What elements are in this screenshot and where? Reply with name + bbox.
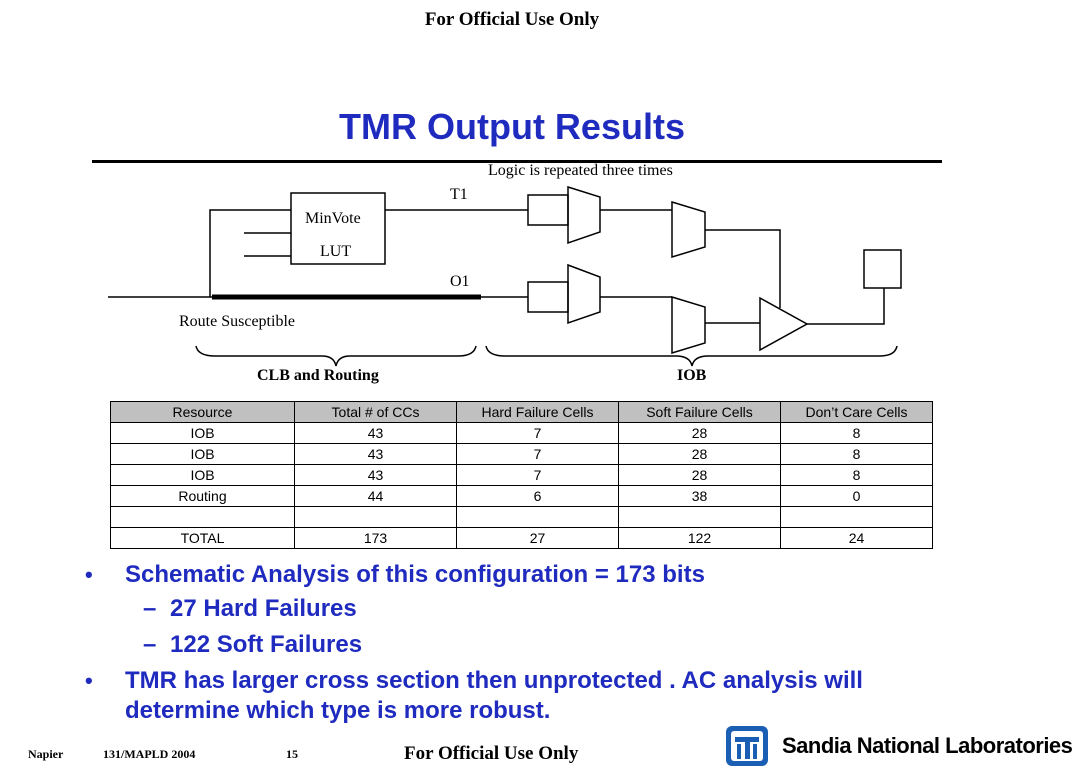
table-cell: 27 — [457, 528, 619, 549]
output-pad — [864, 250, 901, 288]
sub-bullet-text: 122 Soft Failures — [170, 631, 363, 658]
bullet-text: Schematic Analysis of this configuration = 173 bits — [125, 561, 705, 588]
o1-mux — [568, 265, 600, 323]
table-cell: 43 — [295, 423, 457, 444]
circuit-diagram — [0, 0, 1024, 400]
minvote-label: MinVote — [305, 210, 361, 227]
table-cell: 7 — [457, 465, 619, 486]
table-cell: TOTAL — [111, 528, 295, 549]
table-row — [111, 486, 933, 507]
table-cell: 38 — [619, 486, 781, 507]
sandia-logo-text: Sandia National Laboratories — [782, 733, 1072, 758]
table-cell: 173 — [295, 528, 457, 549]
table-cell — [781, 507, 933, 528]
table-cell: 44 — [295, 486, 457, 507]
iob-brace — [486, 346, 897, 366]
table-cell: 24 — [781, 528, 933, 549]
bottom-classification-banner: For Official Use Only — [404, 743, 579, 764]
header-resource: Resource — [111, 402, 295, 423]
table-cell: 28 — [619, 465, 781, 486]
table-cell: 28 — [619, 423, 781, 444]
dash-mark: – — [143, 595, 157, 622]
table-cell: 7 — [457, 423, 619, 444]
header-total-ccs: Total # of CCs — [295, 402, 457, 423]
t1-output-wire — [705, 230, 780, 308]
table-cell: IOB — [111, 465, 295, 486]
bullet-mark: • — [85, 562, 93, 587]
output-buffer — [760, 298, 807, 350]
table-row-empty — [111, 507, 933, 528]
iob-label: IOB — [677, 367, 707, 384]
footer-event: 131/MAPLD 2004 — [103, 747, 196, 761]
table-row — [111, 465, 933, 486]
table-header-row — [111, 402, 933, 423]
header-hard-failure: Hard Failure Cells — [457, 402, 619, 423]
t1-buffer — [672, 202, 705, 257]
o1-register — [528, 282, 568, 312]
table-cell: 43 — [295, 465, 457, 486]
table-cell: IOB — [111, 444, 295, 465]
bullet-text: TMR has larger cross section then unprotected . AC analysis will determine which type is more robust. — [125, 667, 863, 724]
table-cell: 8 — [781, 444, 933, 465]
sub-bullet-item — [85, 594, 985, 624]
table-cell: 28 — [619, 444, 781, 465]
lut-feedback-wire — [210, 210, 291, 297]
footer-page-number: 15 — [286, 747, 298, 761]
pad-wire — [807, 288, 884, 324]
footer-author: Napier — [28, 747, 64, 761]
table-cell: IOB — [111, 423, 295, 444]
table-cell — [619, 507, 781, 528]
table-cell: 6 — [457, 486, 619, 507]
clb-routing-label: CLB and Routing — [257, 367, 379, 384]
diagram-caption: Logic is repeated three times — [488, 162, 673, 179]
table-row — [111, 423, 933, 444]
header-dont-care: Don’t Care Cells — [781, 402, 933, 423]
sandia-thunderbird-icon — [724, 724, 772, 768]
sub-bullet-item — [85, 630, 985, 660]
route-susceptible-label: Route Susceptible — [179, 313, 295, 330]
bullet-list — [85, 560, 985, 730]
bullet-item — [85, 666, 955, 726]
sub-bullet-text: 27 Hard Failures — [170, 595, 357, 622]
results-table — [110, 401, 933, 549]
table-cell — [111, 507, 295, 528]
slide-title: TMR Output Results — [339, 106, 685, 147]
table-cell — [295, 507, 457, 528]
dash-mark: – — [143, 631, 157, 658]
table-cell: 8 — [781, 465, 933, 486]
table-cell: 8 — [781, 423, 933, 444]
table-cell: 43 — [295, 444, 457, 465]
table-row-total — [111, 528, 933, 549]
t1-mux — [568, 187, 600, 243]
header-soft-failure: Soft Failure Cells — [619, 402, 781, 423]
table-row — [111, 444, 933, 465]
table-cell: 0 — [781, 486, 933, 507]
table-cell: Routing — [111, 486, 295, 507]
bullet-item — [85, 560, 985, 590]
clb-brace — [196, 346, 476, 366]
bullet-mark: • — [85, 668, 93, 693]
o1-label: O1 — [450, 273, 470, 290]
o1-buffer — [672, 297, 705, 353]
table-cell — [457, 507, 619, 528]
table-cell: 122 — [619, 528, 781, 549]
top-classification-banner: For Official Use Only — [424, 9, 600, 30]
t1-label: T1 — [450, 186, 468, 203]
lut-label: LUT — [320, 243, 352, 260]
t1-register — [528, 195, 568, 225]
table-cell: 7 — [457, 444, 619, 465]
